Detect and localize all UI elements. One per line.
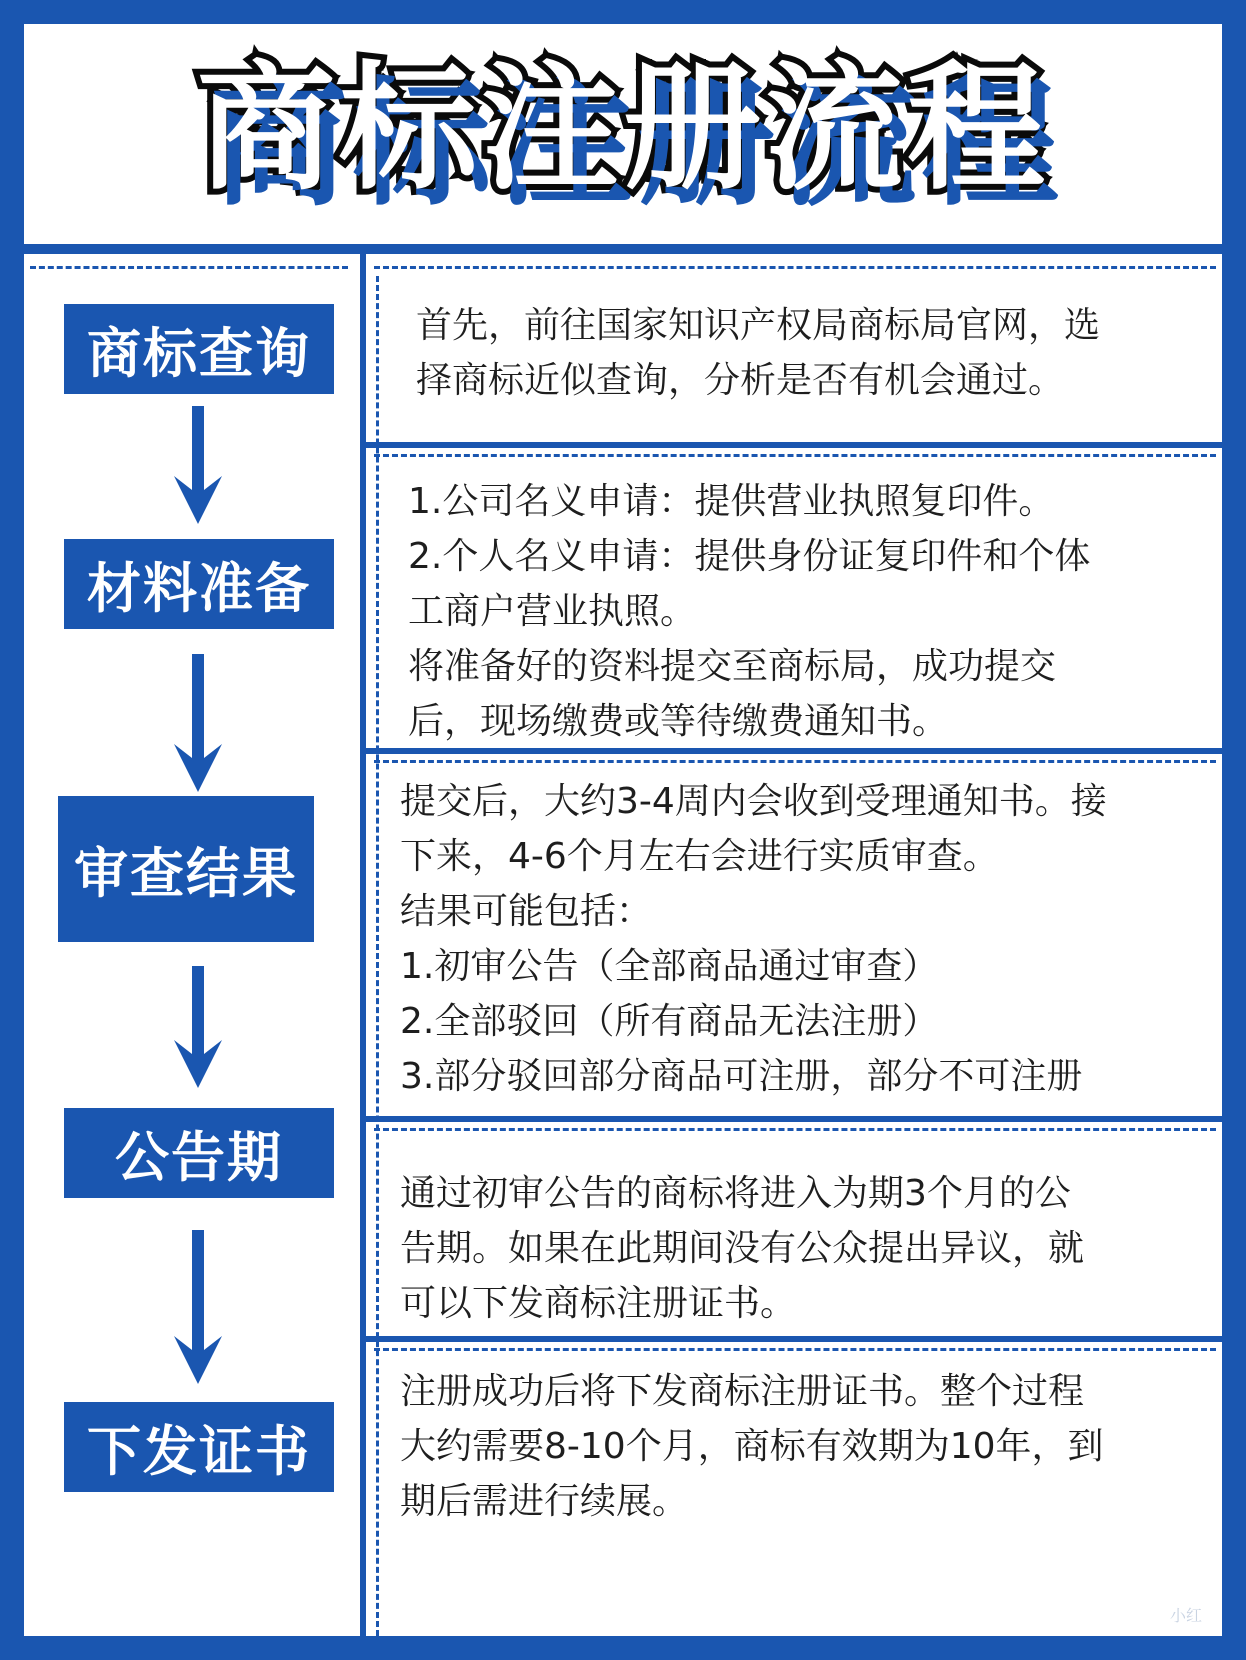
dashed-line — [376, 276, 379, 1636]
dashed-line — [374, 266, 1216, 269]
step-description-review — [380, 770, 1222, 1116]
description-text — [400, 1166, 1202, 1331]
description-line: 3.部分驳回部分商品可注册，部分不可注册 — [400, 1056, 1083, 1097]
description-line: 2.个人名义申请：提供身份证复印件和个体 — [408, 536, 1091, 577]
description-line: 结果可能包括： — [400, 891, 653, 932]
arrow-down-icon — [172, 406, 224, 524]
description-text — [408, 474, 1202, 749]
description-line: 将准备好的资料提交至商标局，成功提交 — [408, 646, 1057, 687]
step-label-publication: 公告期 — [64, 1108, 334, 1198]
dashed-line — [374, 760, 1216, 763]
description-line: 可以下发商标注册证书。 — [400, 1283, 797, 1324]
row-divider — [366, 442, 1222, 448]
step-label-review: 审查结果 — [58, 796, 314, 942]
description-line: 1.公司名义申请：提供营业执照复印件。 — [408, 481, 1055, 522]
description-line: 期后需进行续展。 — [400, 1481, 689, 1522]
description-line: 首先，前往国家知识产权局商标局官网，选 — [416, 305, 1101, 346]
step-description-materials — [380, 464, 1222, 748]
description-line: 下来，4-6个月左右会进行实质审查。 — [400, 836, 999, 877]
step-label-materials: 材料准备 — [64, 539, 334, 629]
description-text — [416, 298, 1202, 408]
description-line: 注册成功后将下发商标注册证书。整个过程 — [400, 1371, 1085, 1412]
description-line: 工商户营业执照。 — [408, 591, 697, 632]
title-divider — [24, 244, 1222, 254]
row-divider — [366, 748, 1222, 754]
description-line: 1.初审公告（全部商品通过审查） — [400, 946, 939, 987]
arrow-down-icon — [172, 654, 224, 792]
description-line: 通过初审公告的商标将进入为期3个月的公 — [400, 1173, 1071, 1214]
row-divider — [366, 1336, 1222, 1342]
step-description-publication — [380, 1138, 1222, 1336]
description-line: 提交后，大约3-4周内会收到受理通知书。接 — [400, 781, 1107, 822]
description-line: 后，现场缴费或等待缴费通知书。 — [408, 701, 949, 742]
arrow-down-icon — [172, 1230, 224, 1384]
description-text — [400, 1364, 1202, 1529]
poster-frame — [24, 24, 1222, 1636]
step-label-search: 商标查询 — [64, 304, 334, 394]
watermark: 小红 — [1169, 1606, 1202, 1625]
arrow-down-icon — [172, 966, 224, 1088]
description-line: 大约需要8-10个月，商标有效期为10年，到 — [400, 1426, 1104, 1467]
step-description-search — [380, 276, 1222, 442]
step-description-certificate — [380, 1358, 1222, 1636]
description-line: 择商标近似查询，分析是否有机会通过。 — [416, 360, 1065, 401]
step-label-certificate: 下发证书 — [64, 1402, 334, 1492]
row-divider — [366, 1116, 1222, 1122]
description-text — [400, 774, 1202, 1104]
dashed-line — [374, 1348, 1216, 1351]
column-divider — [360, 254, 366, 1636]
page-title: 商标注册流程 — [196, 48, 1049, 209]
description-line: 告期。如果在此期间没有公众提出异议，就 — [400, 1228, 1085, 1269]
description-line: 2.全部驳回（所有商品无法注册） — [400, 1001, 939, 1042]
title-area — [24, 24, 1222, 244]
dashed-line — [374, 1128, 1216, 1131]
dashed-line — [374, 454, 1216, 457]
